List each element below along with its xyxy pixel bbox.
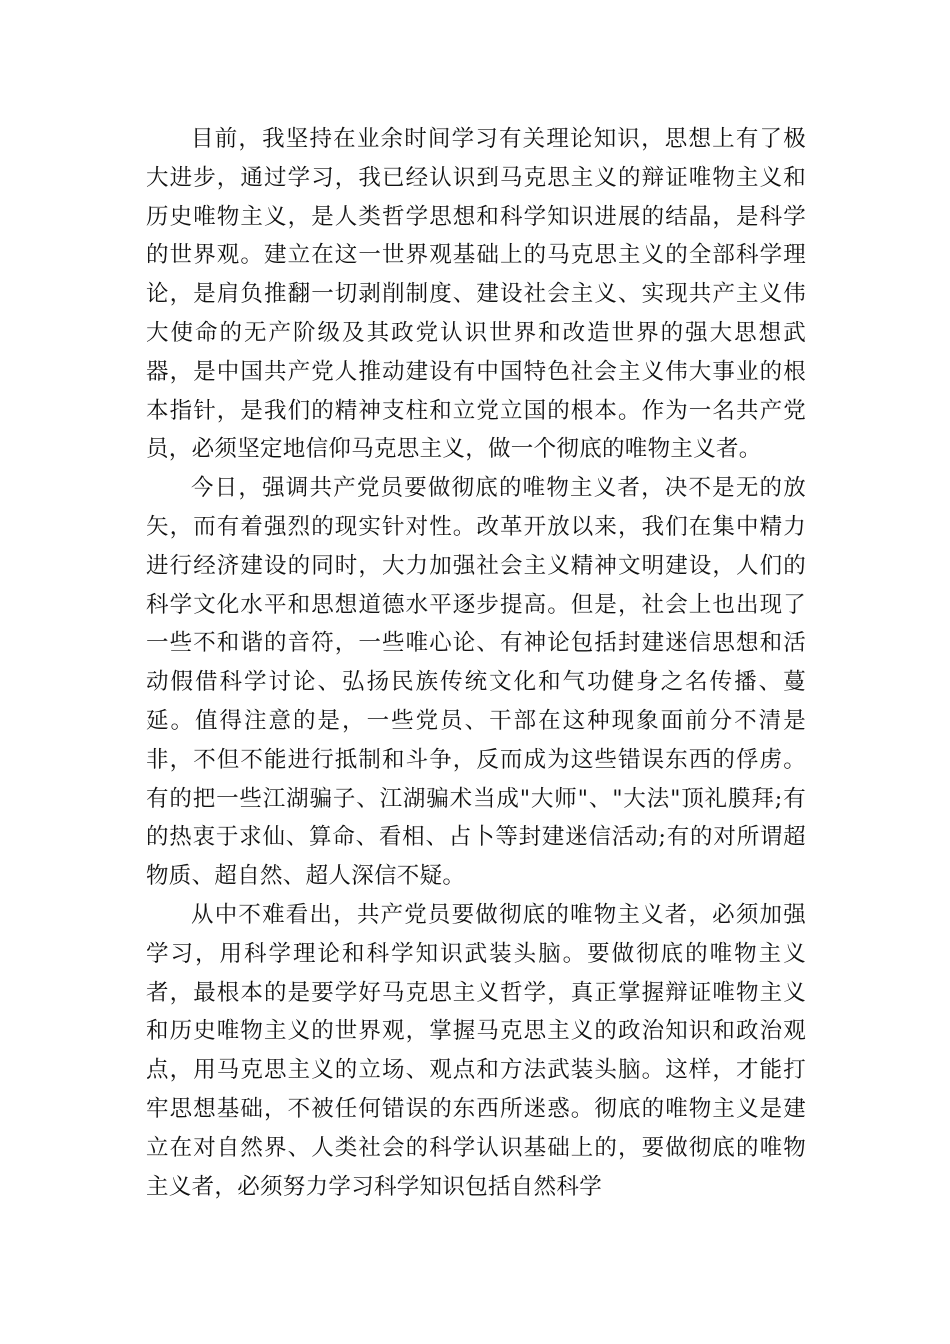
paragraph-1: 目前，我坚持在业余时间学习有关理论知识，思想上有了极大进步，通过学习，我已经认识到马克思主义的辩证唯物主义和历史唯物主义，是人类哲学思想和科学知识进展的结晶，是科学的世界观。建立在这一世界观基础上的马克思主义的全部科学理论，是肩负推翻一切剥削制度、建设社会主义、实现共产主义伟大使命的无产阶级及其政党认识世界和改造世界的强大思想武器，是中国共产党人推动建设有中国特色社会主义伟大事业的根本指针，是我们的精神支柱和立党立国的根本。作为一名共产党员，必须坚定地信仰马克思主义，做一个彻底的唯物主义者。 [146, 126, 806, 463]
paragraph-3: 从中不难看出，共产党员要做彻底的唯物主义者，必须加强学习，用科学理论和科学知识武装头脑。要做彻底的唯物主义者，最根本的是要学好马克思主义哲学，真正掌握辩证唯物主义和历史唯物主义的世界观，掌握马克思主义的政治知识和政治观点，用马克思主义的立场、观点和方法武装头脑。这样，才能打牢思想基础，不被任何错误的东西所迷惑。彻底的唯物主义是建立在对自然界、人类社会的科学认识基础上的，要做彻底的唯物主义者，必须努力学习科学知识包括自然科学 [146, 901, 806, 1200]
paragraph-2: 今日，强调共产党员要做彻底的唯物主义者，决不是无的放矢，而有着强烈的现实针对性。改革开放以来，我们在集中精力进行经济建设的同时，大力加强社会主义精神文明建设，人们的科学文化水平和思想道德水平逐步提高。但是，社会上也出现了一些不和谐的音符，一些唯心论、有神论包括封建迷信思想和活动假借科学讨论、弘扬民族传统文化和气功健身之名传播、蔓延。值得注意的是，一些党员、干部在这种现象面前分不清是非，不但不能进行抵制和斗争，反而成为这些错误东西的俘虏。有的把一些江湖骗子、江湖骗术当成"大师"、"大法"顶礼膜拜;有的热衷于求仙、算命、看相、占卜等封建迷信活动;有的对所谓超物质、超自然、超人深信不疑。 [146, 475, 806, 890]
document-body [146, 120, 806, 1206]
